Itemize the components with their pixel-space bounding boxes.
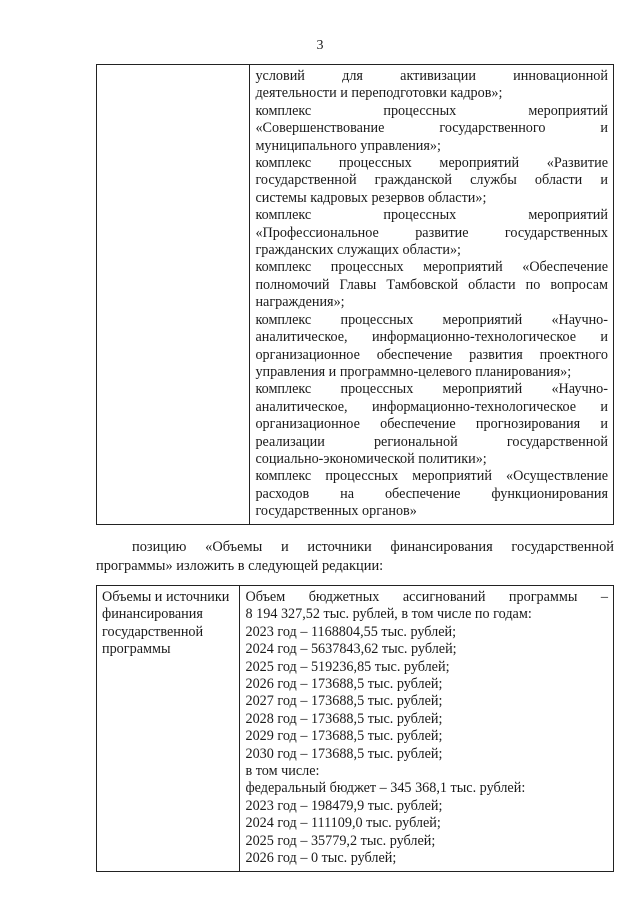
- table-row: [97, 65, 614, 525]
- text-line: полномочий Главы Тамбовской области по вопросам: [255, 276, 608, 293]
- text-line: 2026 год – 0 тыс. рублей;: [245, 850, 397, 867]
- program-passport-table-continued: [96, 64, 614, 525]
- text-line: 2026 год – 173688,5 тыс. рублей;: [245, 676, 443, 693]
- financing-table: [96, 585, 614, 872]
- text-line: 2024 год – 5637843,62 тыс. рублей;: [245, 641, 457, 658]
- financing-content-cell: [240, 586, 614, 872]
- text-line: в том числе:: [245, 763, 320, 780]
- table-cell-label: [97, 65, 250, 525]
- paragraph-line: программы» изложить в следующей редакции:: [96, 558, 384, 574]
- text-line: деятельности и переподготовки кадров»;: [255, 85, 503, 102]
- text-line: «Профессиональное развитие государственных: [255, 224, 608, 241]
- text-line: комплекс процессных мероприятий «Осуществление: [255, 468, 608, 485]
- text-line: расходов на обеспечение функционирования: [255, 485, 608, 502]
- text-line: государственной гражданской службы области и: [255, 172, 608, 189]
- text-line: управления и программно-целевого планирования»;: [255, 363, 572, 380]
- text-line: реализации региональной государственной: [255, 433, 608, 450]
- text-line: системы кадровых резервов области»;: [255, 189, 487, 206]
- table-row: [97, 586, 614, 872]
- text-line: 2028 год – 173688,5 тыс. рублей;: [245, 710, 443, 727]
- text-line: федеральный бюджет – 345 368,1 тыс. рублей:: [245, 780, 526, 797]
- text-line: организационное обеспечение прогнозирования и: [255, 416, 608, 433]
- text-line: организационное обеспечение развития проектного: [255, 346, 608, 363]
- text-line: комплекс процессных мероприятий «Обеспечение: [255, 259, 608, 276]
- text-line: 2027 год – 173688,5 тыс. рублей;: [245, 693, 443, 710]
- text-line: «Совершенствование государственного и: [255, 120, 608, 137]
- text-line: комплекс процессных мероприятий: [255, 102, 608, 119]
- text-line: 2023 год – 198479,9 тыс. рублей;: [245, 797, 443, 814]
- text-line: 2024 год – 111109,0 тыс. рублей;: [245, 815, 441, 832]
- text-line: 2023 год – 1168804,55 тыс. рублей;: [245, 623, 457, 640]
- text-line: 8 194 327,52 тыс. рублей, в том числе по годам:: [245, 606, 532, 623]
- amendment-paragraph: [96, 538, 614, 576]
- financing-label-cell: Объемы и источники финансирования государственной программы: [97, 586, 240, 872]
- text-line: социально-экономической политики»;: [255, 450, 487, 467]
- text-line: условий для активизации инновационной: [255, 68, 608, 84]
- text-line: Объем бюджетных ассигнований программы –: [245, 589, 608, 605]
- text-line: 2030 год – 173688,5 тыс. рублей;: [245, 745, 443, 762]
- text-line: муниципального управления»;: [255, 137, 441, 154]
- text-line: 2025 год – 35779,2 тыс. рублей;: [245, 832, 436, 849]
- text-line: награждения»;: [255, 294, 345, 311]
- text-line: комплекс процессных мероприятий «Научно-: [255, 311, 608, 328]
- table-cell-content: [250, 65, 614, 525]
- paragraph-line: позицию «Объемы и источники финансирования государственной: [132, 539, 614, 555]
- text-line: 2025 год – 519236,85 тыс. рублей;: [245, 658, 450, 675]
- text-line: аналитическое, информационно-технологическое и: [255, 329, 608, 346]
- text-line: комплекс процессных мероприятий «Научно-: [255, 381, 608, 398]
- text-line: комплекс процессных мероприятий: [255, 207, 608, 224]
- text-line: государственных органов»: [255, 503, 417, 520]
- text-line: 2029 год – 173688,5 тыс. рублей;: [245, 728, 443, 745]
- text-line: аналитическое, информационно-технологическое и: [255, 398, 608, 415]
- page-number: 3: [316, 38, 324, 53]
- text-line: комплекс процессных мероприятий «Развитие: [255, 155, 608, 172]
- text-line: гражданских служащих области»;: [255, 242, 461, 259]
